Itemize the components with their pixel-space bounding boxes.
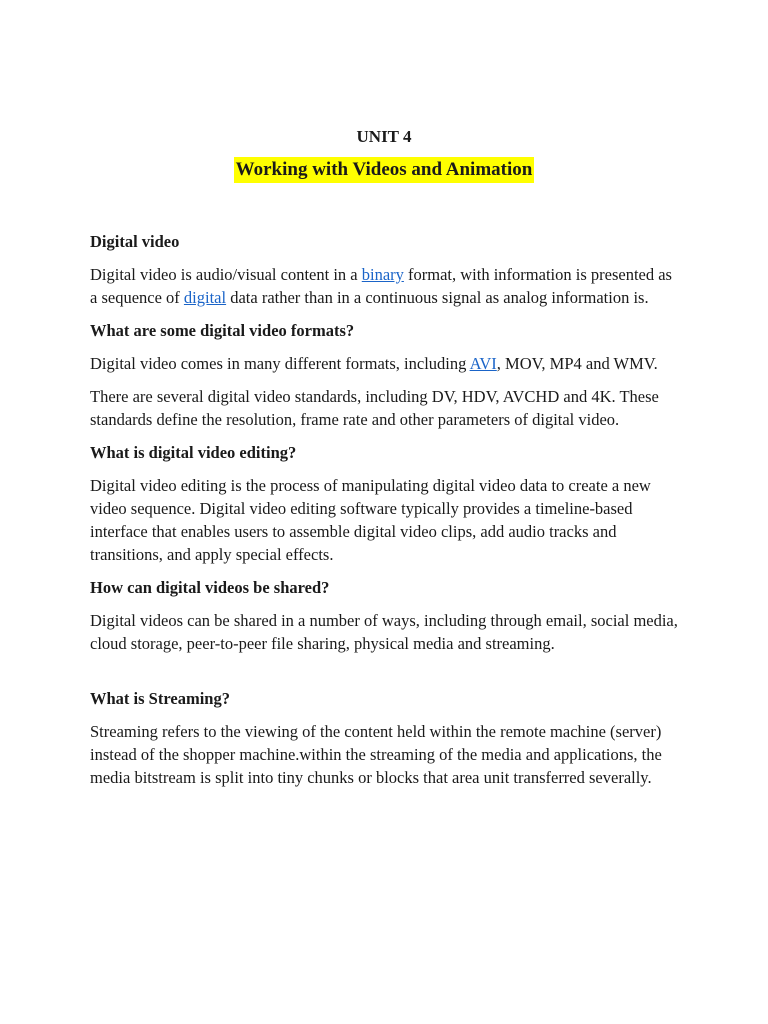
- heading-streaming: What is Streaming?: [90, 689, 230, 708]
- document-body: [90, 230, 680, 799]
- heading-digital-video: Digital video: [90, 232, 180, 251]
- paragraph-formats: [90, 352, 680, 375]
- paragraph-standards: There are several digital video standards, including DV, HDV, AVCHD and 4K. These standards define the resolution, frame rate and other parameters of digital video.: [90, 387, 659, 429]
- paragraph-editing: Digital video editing is the process of manipulating digital video data to create a new video sequence. Digital video editing software typically provides a timeline-based interface that enables users to assemble digital video clips, add audio tracks and transitions, and apply special effects.: [90, 476, 651, 564]
- spacer: [90, 665, 680, 687]
- digital-link[interactable]: digital: [183, 288, 227, 307]
- paragraph-digital-video: [90, 263, 680, 309]
- paragraph-sharing: Digital videos can be shared in a number of ways, including through email, social media, cloud storage, peer-to-peer file sharing, physical media and streaming.: [90, 611, 678, 653]
- paragraph-text: Digital video comes in many different formats, including: [90, 354, 470, 373]
- paragraph-text: data rather than in a continuous signal as analog information is.: [226, 288, 649, 307]
- title-wrapper: [0, 157, 768, 183]
- heading-video-sharing: How can digital videos be shared?: [90, 578, 330, 597]
- document-title: Working with Videos and Animation: [234, 157, 535, 183]
- paragraph-text: format, with information is presented as a sequence of: [90, 265, 672, 307]
- paragraph-streaming: Streaming refers to the viewing of the content held within the remote machine (server) instead of the shopper machine.within the streaming of the media and applications, the media bitstream is split into tiny chunks or blocks that area unit transferred severally.: [90, 722, 662, 787]
- unit-label: UNIT 4: [356, 127, 412, 146]
- heading-video-formats: What are some digital video formats?: [90, 321, 355, 340]
- paragraph-text: , MOV, MP4 and WMV.: [496, 354, 658, 373]
- binary-link[interactable]: binary: [361, 265, 404, 284]
- paragraph-text: Digital video is audio/visual content in a: [90, 265, 362, 284]
- avi-link[interactable]: AVI: [469, 354, 497, 373]
- heading-video-editing: What is digital video editing?: [90, 443, 297, 462]
